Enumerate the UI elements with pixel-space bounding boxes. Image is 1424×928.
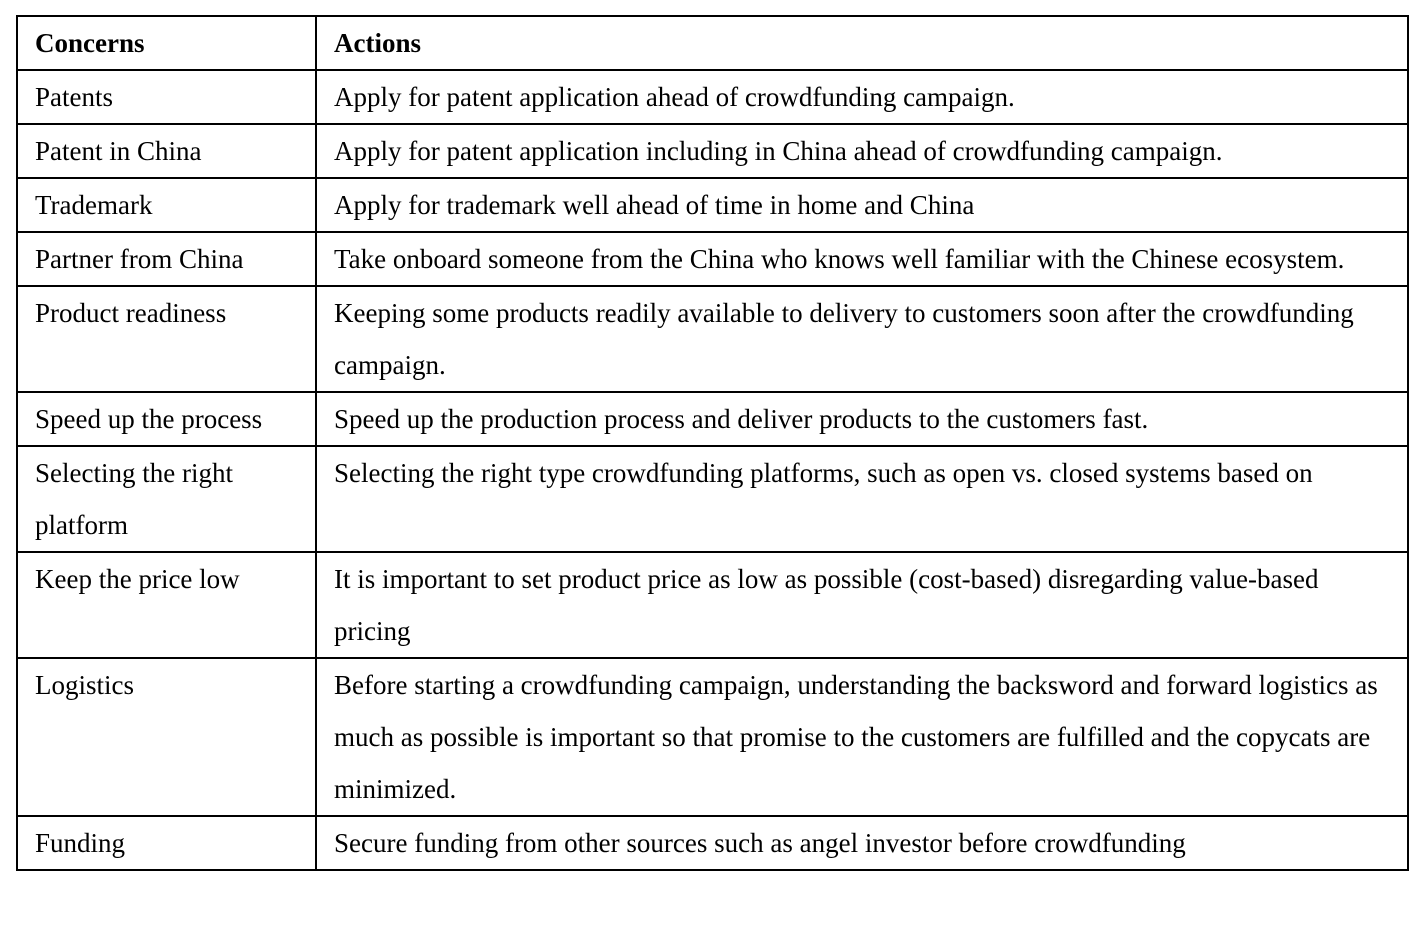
table-row xyxy=(17,70,1408,124)
header-actions: Actions xyxy=(316,16,1408,70)
action-cell: Selecting the right type crowdfunding platforms, such as open vs. closed systems based on xyxy=(316,446,1408,552)
action-cell: Keeping some products readily available to delivery to customers soon after the crowdfunding campaign. xyxy=(316,286,1408,392)
table-row xyxy=(17,286,1408,392)
concern-cell: Patent in China xyxy=(17,124,316,178)
table-row xyxy=(17,124,1408,178)
concern-cell: Trademark xyxy=(17,178,316,232)
table-row xyxy=(17,658,1408,816)
header-concerns: Concerns xyxy=(17,16,316,70)
action-cell: Take onboard someone from the China who knows well familiar with the Chinese ecosystem. xyxy=(316,232,1408,286)
action-cell: Apply for trademark well ahead of time in home and China xyxy=(316,178,1408,232)
action-cell: Apply for patent application including in China ahead of crowdfunding campaign. xyxy=(316,124,1408,178)
table-row xyxy=(17,178,1408,232)
action-cell: Speed up the production process and deliver products to the customers fast. xyxy=(316,392,1408,446)
action-cell: It is important to set product price as low as possible (cost-based) disregarding value-based pricing xyxy=(316,552,1408,658)
action-cell: Apply for patent application ahead of crowdfunding campaign. xyxy=(316,70,1408,124)
action-cell: Secure funding from other sources such as angel investor before crowdfunding xyxy=(316,816,1408,870)
concern-cell: Partner from China xyxy=(17,232,316,286)
concern-cell: Keep the price low xyxy=(17,552,316,658)
table-row xyxy=(17,392,1408,446)
table-row xyxy=(17,446,1408,552)
concern-cell: Funding xyxy=(17,816,316,870)
concern-cell: Logistics xyxy=(17,658,316,816)
concerns-actions-table xyxy=(16,15,1409,871)
table-row xyxy=(17,816,1408,870)
table-row xyxy=(17,232,1408,286)
action-cell: Before starting a crowdfunding campaign, understanding the backsword and forward logistics as much as possible is important so that promise to the customers are fulfilled and the copycats are minimized. xyxy=(316,658,1408,816)
concern-cell: Patents xyxy=(17,70,316,124)
table-row xyxy=(17,552,1408,658)
concern-cell: Product readiness xyxy=(17,286,316,392)
concern-cell: Selecting the right platform xyxy=(17,446,316,552)
table-header-row xyxy=(17,16,1408,70)
concern-cell: Speed up the process xyxy=(17,392,316,446)
